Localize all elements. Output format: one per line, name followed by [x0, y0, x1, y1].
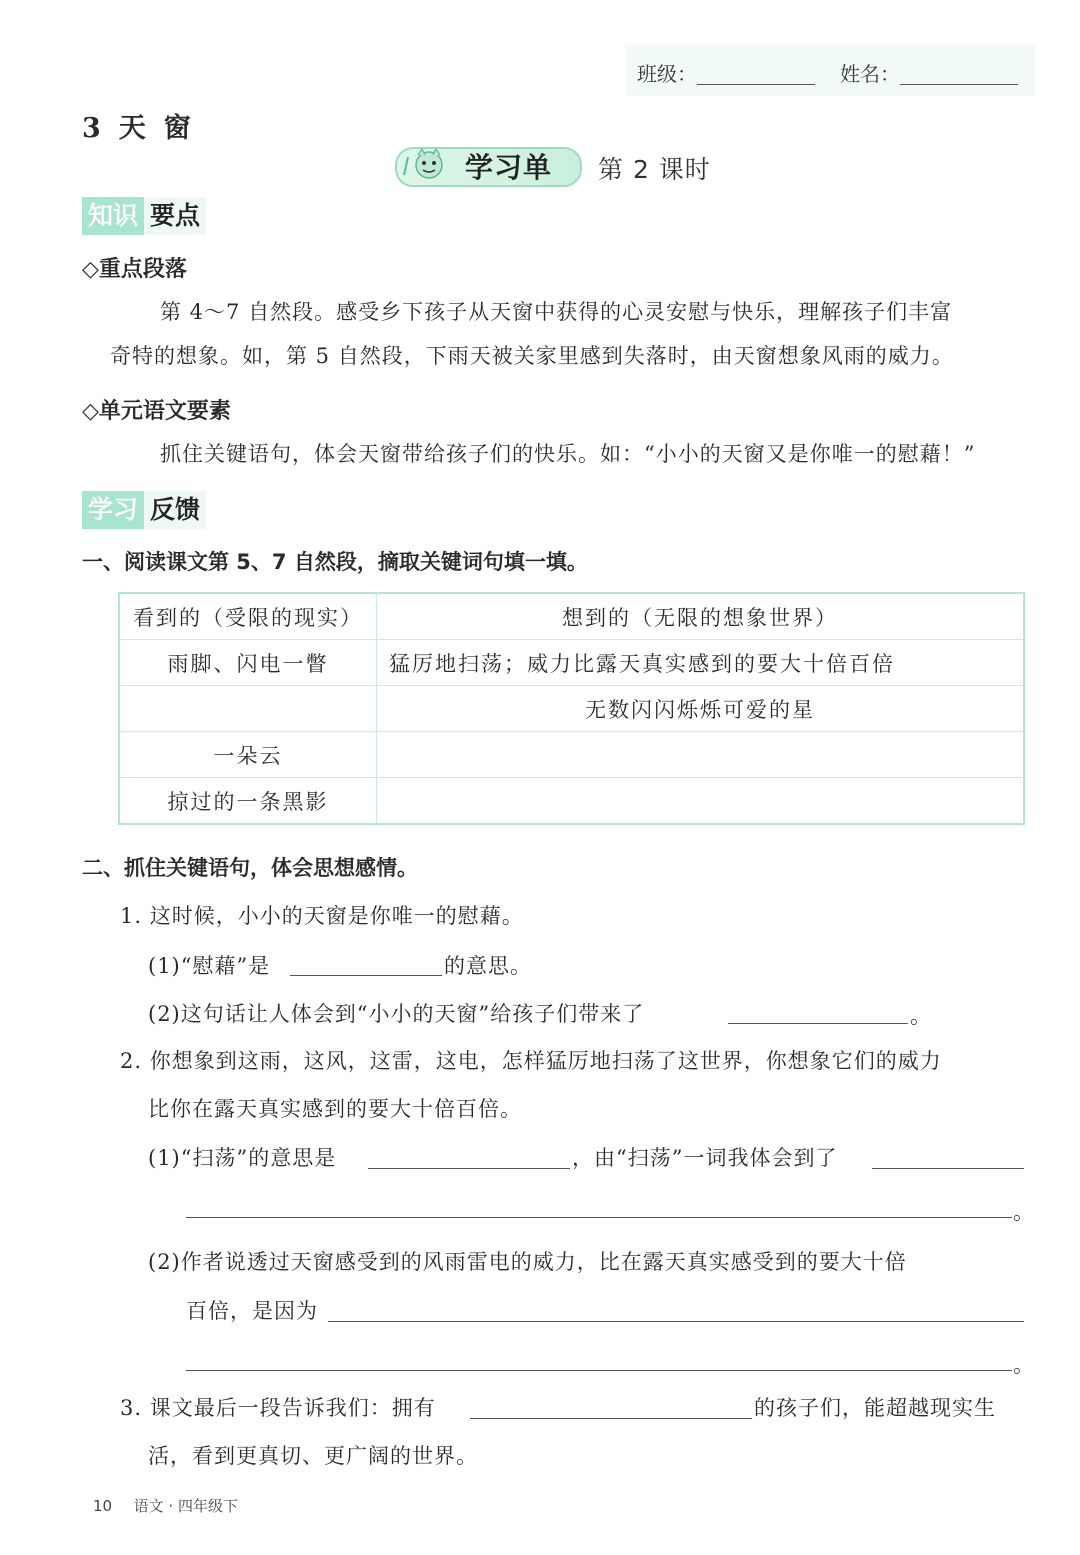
q2-1-a-prefix: (1)“慰藉”是 — [148, 954, 271, 978]
key-paragraph-line1: 第 4～7 自然段。感受乡下孩子从天窗中获得的心灵安慰与快乐，理解孩子们丰富 — [160, 300, 953, 324]
tag-points: 要点 — [144, 197, 206, 235]
answer-blank[interactable] — [872, 1168, 1024, 1169]
lesson-title-char2: 窗 — [163, 113, 193, 144]
answer-blank[interactable] — [186, 1370, 1012, 1371]
table-row — [119, 778, 1024, 825]
q2-2-b-line1: (2)作者说透过天窗感受到的风雨雷电的威力，比在露天真实感受到的要大十倍 — [148, 1250, 907, 1274]
table-row — [119, 686, 1024, 732]
table-cell: 一朵云 — [119, 732, 377, 778]
table-cell: 掠过的一条黑影 — [119, 778, 377, 825]
study-feedback-tag — [82, 491, 206, 529]
table-header-seen: 看到的（受限的现实） — [119, 593, 377, 640]
question1-title: 一、阅读课文第 5、7 自然段，摘取关键词句填一填。 — [82, 550, 588, 574]
q2-2-line2: 比你在露天真实感到的要大十倍百倍。 — [148, 1097, 522, 1121]
page-number: 10 — [93, 1497, 113, 1515]
table-row — [119, 732, 1024, 778]
table-row — [119, 640, 1024, 686]
q2-3-prefix: 3. 课文最后一段告诉我们：拥有 — [120, 1396, 436, 1420]
period-mark: 。 — [1013, 1200, 1035, 1224]
q2-1-a-suffix: 的意思。 — [444, 954, 532, 978]
q2-2-b-line2: 百倍，是因为 — [186, 1299, 318, 1323]
fill-table — [118, 592, 1025, 825]
tag-knowledge: 知识 — [82, 197, 144, 235]
q2-2-a-middle: ，由“扫荡”一词我体会到了 — [572, 1146, 838, 1170]
table-cell: 猛厉地扫荡；威力比露天真实感到的要大十倍百倍 — [377, 640, 1025, 686]
q2-3-suffix: 的孩子们，能超越现实生 — [754, 1396, 996, 1420]
table-cell: 无数闪闪烁烁可爱的星 — [377, 686, 1025, 732]
banner-title: 学习单 — [465, 151, 553, 184]
mascot-icon — [400, 145, 458, 185]
answer-blank[interactable] — [728, 1023, 908, 1024]
page-footer — [93, 1495, 238, 1516]
q2-3-line2: 活，看到更真切、更广阔的世界。 — [148, 1444, 478, 1468]
table-cell: 雨脚、闪电一瞥 — [119, 640, 377, 686]
table-header-row — [119, 593, 1024, 640]
class-label: 班级： — [637, 62, 697, 86]
answer-blank[interactable] — [290, 975, 442, 976]
lesson-title-char1: 天 — [118, 113, 148, 144]
answer-blank[interactable] — [368, 1168, 570, 1169]
key-paragraph-heading: ◇重点段落 — [82, 257, 187, 282]
question2-title: 二、抓住关键语句，体会思想感情。 — [82, 856, 418, 880]
lesson-title — [82, 106, 193, 145]
period-mark: 。 — [910, 1004, 932, 1028]
lesson-number: 3 — [82, 113, 103, 144]
table-blank-cell[interactable] — [119, 686, 377, 732]
name-label: 姓名： — [840, 62, 900, 86]
q2-1-text: 1. 这时候，小小的天窗是你唯一的慰藉。 — [120, 904, 524, 928]
q2-2-line1: 2. 你想象到这雨，这风，这雷，这电，怎样猛厉地扫荡了这世界，你想象它们的威力 — [120, 1049, 942, 1073]
table-blank-cell[interactable] — [377, 778, 1025, 825]
answer-blank[interactable] — [470, 1418, 752, 1419]
table-header-imagined: 想到的（无限的想象世界） — [377, 593, 1025, 640]
lesson-period: 第 2 课时 — [598, 155, 711, 184]
name-field[interactable] — [900, 62, 1018, 85]
subject-grade: 语文 · 四年级下 — [133, 1497, 238, 1515]
key-paragraph-line2: 奇特的想象。如，第 5 自然段，下雨天被关家里感到失落时，由天窗想象风雨的威力。 — [110, 344, 954, 368]
unit-elements-line1: 抓住关键语句，体会天窗带给孩子们的快乐。如：“小小的天窗又是你唯一的慰藉！” — [160, 442, 976, 466]
table-blank-cell[interactable] — [377, 732, 1025, 778]
tag-study: 学习 — [82, 491, 144, 529]
knowledge-points-tag — [82, 197, 206, 235]
q2-1-b-prefix: (2)这句话让人体会到“小小的天窗”给孩子们带来了 — [148, 1002, 645, 1026]
class-field[interactable] — [697, 62, 815, 85]
answer-blank[interactable] — [328, 1321, 1024, 1322]
answer-blank[interactable] — [186, 1217, 1012, 1218]
period-mark: 。 — [1013, 1353, 1035, 1377]
q2-2-a-prefix: (1)“扫荡”的意思是 — [148, 1146, 337, 1170]
tag-feedback: 反馈 — [144, 491, 206, 529]
unit-elements-heading: ◇单元语文要素 — [82, 399, 231, 424]
